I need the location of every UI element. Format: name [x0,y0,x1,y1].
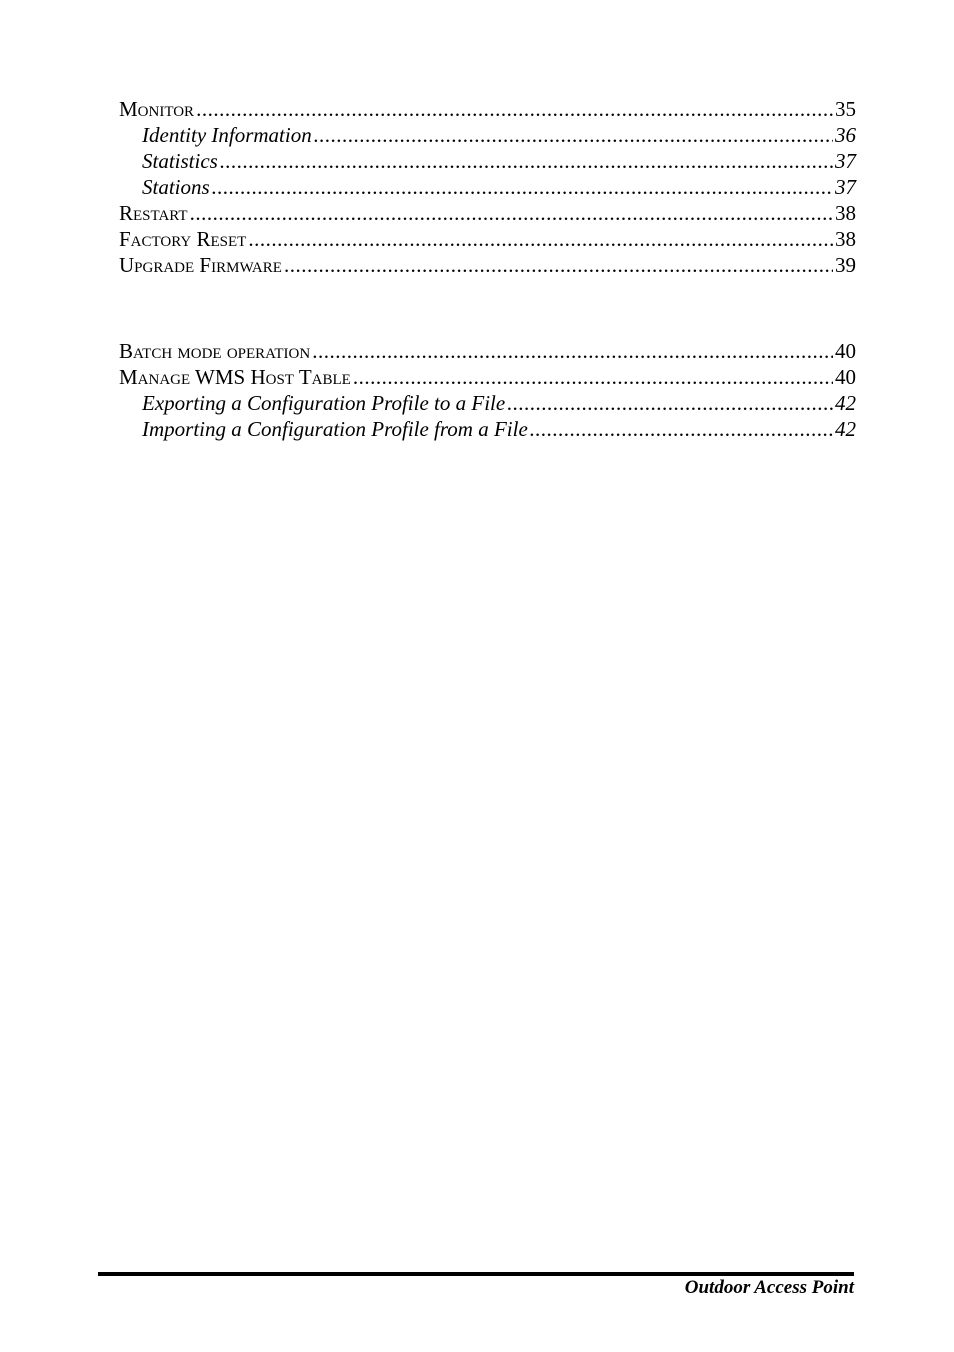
toc-entry[interactable] [119,226,856,252]
toc-entry-page: 36 [835,123,856,147]
toc-entry-title: Restart [119,201,188,225]
footer-rule [98,1272,854,1276]
toc-entry-title: Monitor [119,97,195,121]
dot-leader [507,390,833,416]
toc-entry[interactable] [119,96,856,122]
toc-entry-page: 38 [835,201,856,225]
dot-leader [196,96,833,122]
toc-entry-page: 42 [835,391,856,415]
toc-entry-title: Factory Reset [119,227,247,251]
toc-entry-page: 40 [835,365,856,389]
footer-title: Outdoor Access Point [684,1277,854,1298]
toc-entry-title: Importing a Configuration Profile from a File [142,417,528,441]
toc-entry-title: Exporting a Configuration Profile to a File [142,391,506,415]
toc-entry-title: Stations [142,175,210,199]
toc-subentry[interactable] [119,148,856,174]
toc-entry[interactable] [119,200,856,226]
toc-entry[interactable] [119,252,856,278]
toc-entry-page: 39 [835,253,856,277]
toc-entry[interactable] [119,364,856,390]
toc-entry[interactable] [119,338,856,364]
toc-entry-page: 38 [835,227,856,251]
toc-subentry[interactable] [119,416,856,442]
toc-subentry[interactable] [119,122,856,148]
dot-leader [314,122,833,148]
dot-leader [353,364,833,390]
toc-entry-page: 40 [835,339,856,363]
dot-leader [312,338,833,364]
dot-leader [190,200,833,226]
toc-subentry[interactable] [119,174,856,200]
toc-entry-page: 37 [835,175,856,199]
toc-entry-title: Identity Information [142,123,312,147]
toc-entry-title: Statistics [142,149,218,173]
toc-entry-title: Batch mode operation [119,339,311,363]
toc-entry-title: Manage WMS Host Table [119,365,351,389]
toc-entry-page: 35 [835,97,856,121]
toc-subentry[interactable] [119,390,856,416]
toc-entry-page: 42 [835,417,856,441]
toc-entry-title: Upgrade Firmware [119,253,282,277]
toc-section-1 [119,96,856,278]
dot-leader [530,416,833,442]
dot-leader [220,148,833,174]
toc-section-2 [119,338,856,442]
dot-leader [212,174,833,200]
toc-entry-page: 37 [835,149,856,173]
dot-leader [284,252,833,278]
dot-leader [248,226,833,252]
